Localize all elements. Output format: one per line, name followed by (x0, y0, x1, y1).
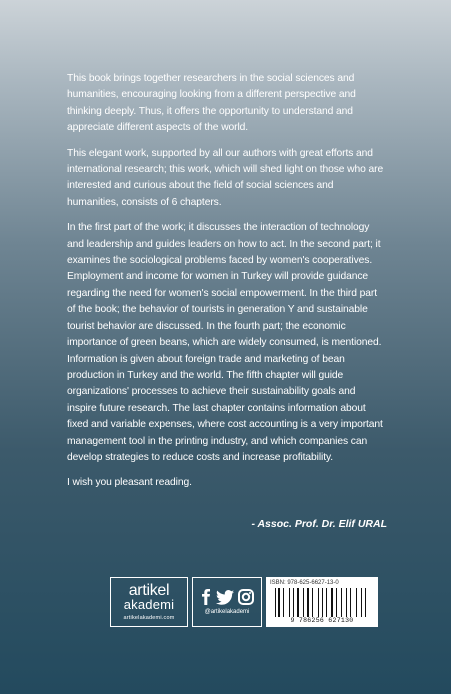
social-links (192, 577, 262, 627)
barcode-stripe (336, 588, 337, 617)
barcode-stripe (348, 588, 349, 617)
barcode-stripe (365, 588, 366, 617)
barcode-stripe (305, 588, 306, 617)
publisher-url: artikelakademi.com (123, 615, 175, 621)
facebook-icon (200, 589, 212, 605)
barcode-stripe (319, 588, 321, 617)
barcode-stripe (363, 588, 364, 617)
blurb-paragraph-3: In the first part of the work; it discusses the interaction of technology and leadership and guides leaders on how to act. In the second part; it examines the sociological problems faced by women's cooperatives. Employment and income for women in Turkey will provide guidance regarding the need for women's social empowerment. In the third part of the book; the behavior of tourists in generation Y and sustainable tourist behavior are discussed. In the fourth part; the economic importance of green beans, which are widely consumed, is mentioned. Information is given about foreign trade and marketing of bean production in Turkey and the world. The fifth chapter will guide organizations' processes to achieve their sustainability goals and inspire future research. The last chapter contains information about fixed and variable expenses, where cost accounting is a very important management tool in the printing industry, and which companies can develop strategies to reduce costs and increase profitability. (67, 222, 383, 463)
barcode-stripe (285, 588, 287, 617)
barcode-stripe (341, 588, 343, 617)
blurb-paragraph-2: This elegant work, supported by all our authors with great efforts and international research; this work, which will shed light on those who are interested and curious about the field of social sciences and humanities, consists of 6 chapters. (67, 147, 384, 208)
barcode (275, 588, 370, 617)
logo-word-top: artikel (128, 582, 170, 599)
barcode-stripe (297, 588, 299, 617)
barcode-stripe (314, 588, 316, 617)
barcode-digits: 9 786256 627130 (290, 617, 354, 624)
logo-word-bottom: akademi (123, 597, 175, 612)
barcode-stripe (356, 588, 357, 617)
blurb-text (67, 71, 385, 501)
barcode-stripe (350, 588, 352, 617)
barcode-stripe (307, 588, 309, 617)
barcode-stripe (278, 588, 280, 617)
publisher-footer (110, 577, 378, 627)
barcode-stripe (334, 588, 335, 617)
barcode-stripe (293, 588, 294, 617)
barcode-stripe (283, 588, 284, 617)
barcode-stripe (322, 588, 323, 617)
isbn-label: ISBN: 978-625-6627-13-0 (270, 580, 339, 586)
instagram-icon (238, 589, 254, 605)
barcode-stripe (344, 588, 345, 617)
barcode-stripe (300, 588, 302, 617)
blurb-paragraph-1: This book brings together researchers in the social sciences and humanities, encouraging looking from a different perspective and thinking deeply. Thus, it offers the opportunity to understand and appreciate different aspects of the world. (67, 73, 356, 134)
author-signature: - Assoc. Prof. Dr. Elif URAL (251, 518, 387, 530)
barcode-stripe (328, 588, 329, 617)
barcode-stripe (312, 588, 313, 617)
barcode-stripe (367, 588, 369, 617)
blurb-paragraph-4: I wish you pleasant reading. (67, 477, 192, 489)
barcode-stripe (326, 588, 328, 617)
barcode-stripe (358, 588, 359, 617)
barcode-stripe (290, 588, 292, 617)
twitter-icon (216, 590, 234, 605)
barcode-stripe (276, 588, 277, 617)
social-handle: @artikelakademi (204, 609, 250, 615)
isbn-block (266, 577, 378, 627)
publisher-logo (110, 577, 188, 627)
